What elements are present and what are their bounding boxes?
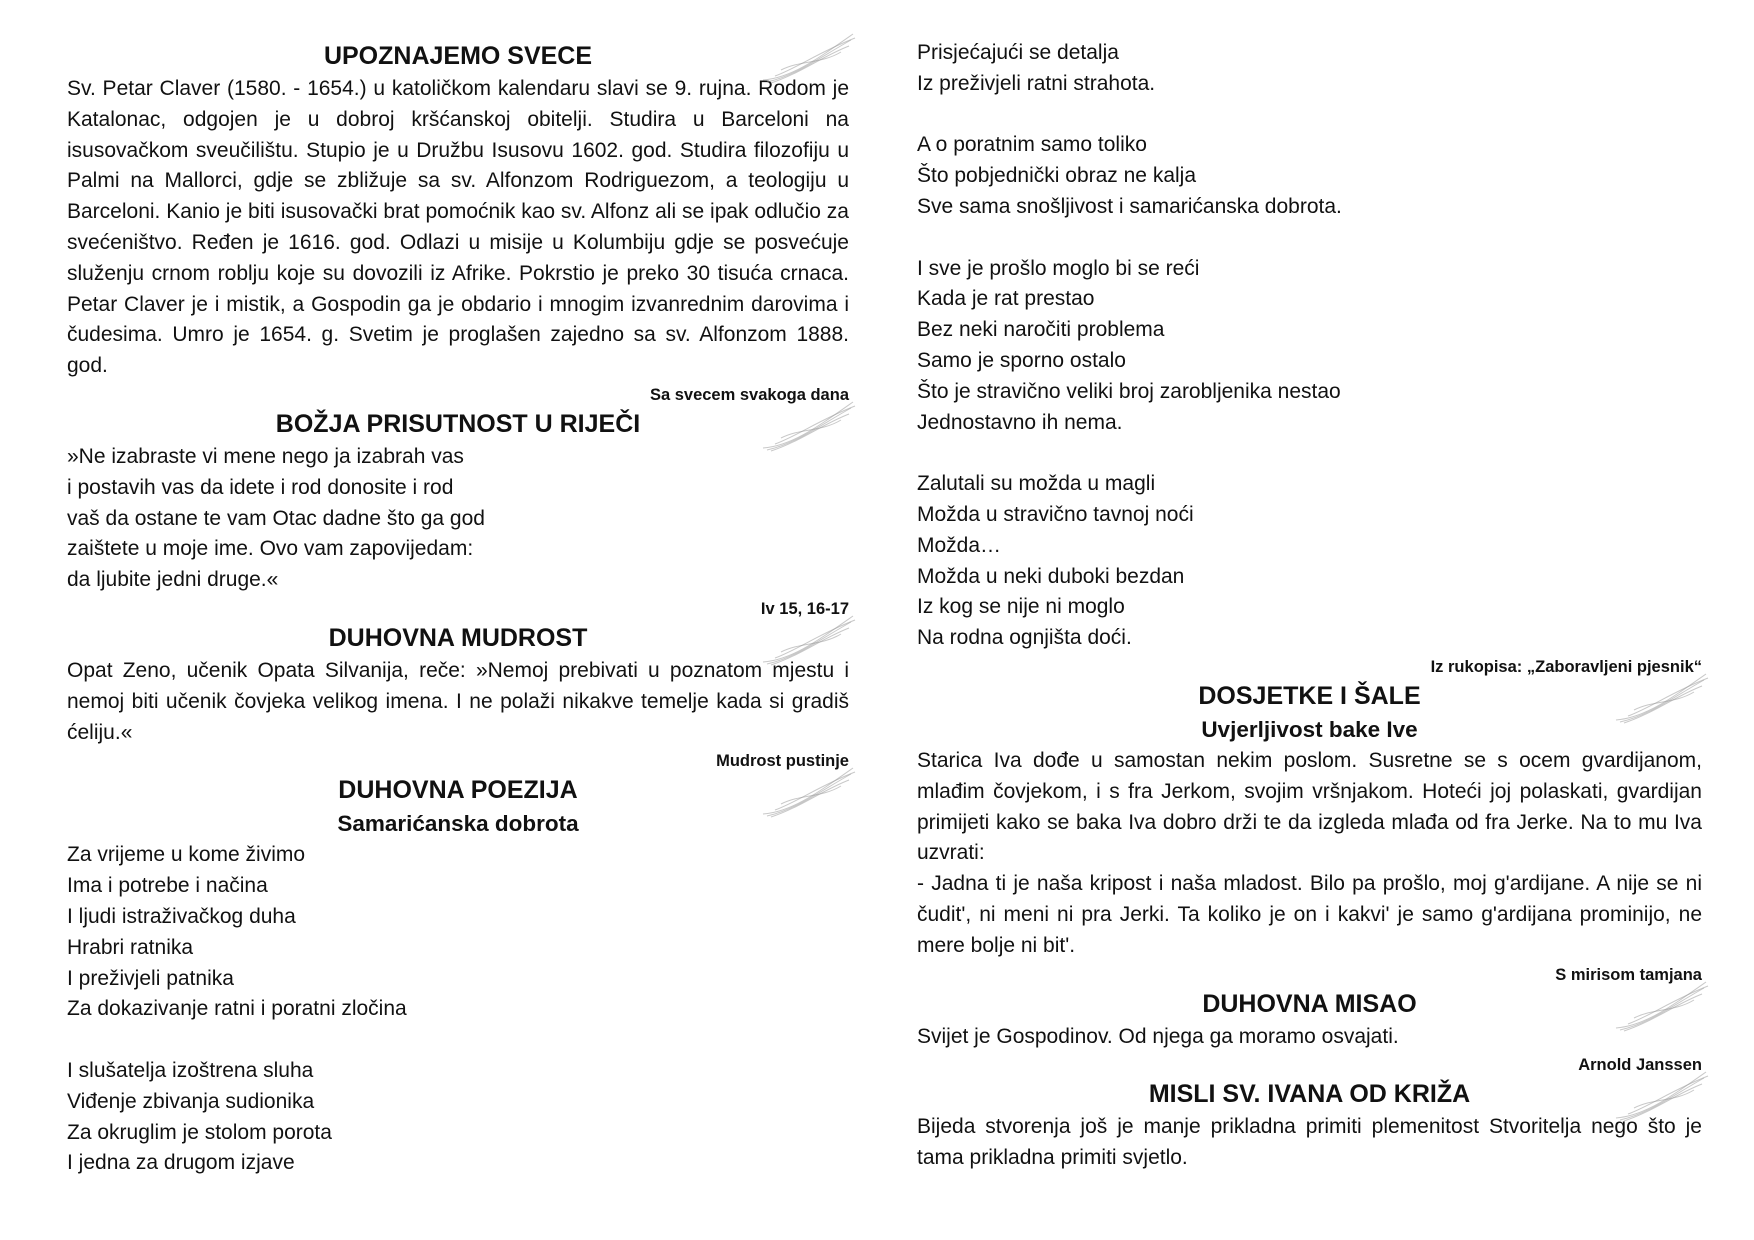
- right-column: [917, 38, 1702, 1174]
- section-title: DUHOVNA MISAO: [1202, 989, 1417, 1018]
- quote-line: i postavih vas da idete i rod donosite i rod: [67, 475, 454, 499]
- poem-line: Samo je sporno ostalo: [917, 348, 1126, 372]
- saint-thought-text: Bijeda stvorenja još je manje prikladna primiti plemenitost Stvoritelja nego što je tama prikladna primiti svjetlo.: [917, 1115, 1702, 1170]
- poem-line: Viđenje zbivanja sudionika: [67, 1089, 315, 1113]
- poem-line: Kada je rat prestao: [917, 287, 1095, 311]
- poem-line: Možda…: [917, 533, 1002, 557]
- section-title: DUHOVNA POEZIJA: [338, 776, 578, 805]
- wisdom-text: Opat Zeno, učenik Opata Silvanija, reče: »Nemoj prebivati u poznatom mjestu i nemoj biti učenik čovjeka velikog imena. I ne polaži nikakve temelje kada si gradiš ćeliju.«: [67, 658, 849, 744]
- section-title: DOSJETKE I ŠALE: [1198, 681, 1421, 710]
- poem-line: Što je stravično veliki broj zarobljenika nestao: [917, 379, 1341, 403]
- quote-line: »Ne izabraste vi mene nego ja izabrah vas: [67, 444, 464, 468]
- poem-line: Na rodna ognjišta doći.: [917, 626, 1132, 650]
- section-upoznajemo-svece: [67, 38, 849, 74]
- anecdote-text: Starica Iva dođe u samostan nekim poslom. Susretne se s ocem gvardijanom, mlađim čovjekom, i s fra Jerkom, svojim vršnjakom. Hoteći joj polaskati, gvardijan primijeti kako se baka Iva dobro drži te da izgleda mlađa od fra Jerke. Na to mu Iva uzvrati:: [917, 748, 1702, 865]
- quote-line: zaištete u moje ime. Ovo vam zapovijedam:: [67, 537, 474, 561]
- poem-line: Sve sama snošljivost i samarićanska dobrota.: [917, 194, 1342, 218]
- section-source: Sa svecem svakoga dana: [649, 385, 849, 404]
- smoke-swirl-decoration: [1614, 978, 1710, 1034]
- section-source: Iv 15, 16-17: [760, 599, 849, 618]
- poem-line: Iz preživjeli ratni strahota.: [917, 71, 1156, 95]
- poem-continuation: [917, 38, 1702, 654]
- poem-line: A o poratnim samo toliko: [917, 133, 1147, 157]
- poem-line: Možda u neki duboki bezdan: [917, 564, 1185, 588]
- section-title: BOŽJA PRISUTNOST U RIJEČI: [275, 409, 641, 438]
- stanza-break: [67, 1025, 849, 1056]
- section-title: MISLI SV. IVANA OD KRIŽA: [1148, 1080, 1471, 1109]
- stanza-break: [917, 223, 1702, 254]
- poem-line: I preživjeli patnika: [67, 966, 234, 990]
- left-column: [67, 38, 849, 1179]
- poem-title: Samarićanska dobrota: [337, 811, 579, 837]
- poem-line: I ljudi istraživačkog duha: [67, 904, 296, 928]
- smoke-swirl-decoration: [761, 398, 857, 454]
- poem-line: Iz kog se nije ni moglo: [917, 595, 1125, 619]
- thought-text: Svijet je Gospodinov. Od njega ga moramo osvajati.: [917, 1024, 1399, 1048]
- poem-line: Jednostavno ih nema.: [917, 410, 1123, 434]
- poem-line: I sve je prošlo moglo bi se reći: [917, 256, 1200, 280]
- smoke-swirl-decoration: [761, 612, 857, 668]
- section-duhovna-poezija: [67, 772, 849, 808]
- section-duhovna-misao: [917, 986, 1702, 1022]
- quote-line: da ljubite jedni druge.«: [67, 568, 279, 592]
- quote-line: vaš da ostane te vam Otac dadne što ga god: [67, 506, 485, 530]
- section-misli-sv-ivana: [917, 1076, 1702, 1112]
- smoke-swirl-decoration: [1614, 670, 1710, 726]
- section-dosjetke-i-sale: [917, 678, 1702, 714]
- poem-line: Za okruglim je stolom porota: [67, 1120, 332, 1144]
- poem-line: Ima i potrebe i načina: [67, 874, 268, 898]
- poem-line: Bez neki naročiti problema: [917, 318, 1165, 342]
- poem-line: I jedna za drugom izjave: [67, 1151, 295, 1175]
- section-source: Mudrost pustinje: [716, 752, 849, 771]
- smoke-swirl-decoration: [1614, 1068, 1710, 1124]
- smoke-swirl-decoration: [761, 30, 857, 86]
- section-source: Arnold Janssen: [1578, 1056, 1702, 1075]
- saint-biography-text: Sv. Petar Claver (1580. - 1654.) u katoličkom kalendaru slavi se 9. rujna. Rodom je Katalonac, odgojen je u dobroj kršćanskoj obitelji. Studira u Barceloni na isusovačkom sveučilištu. Stupio je u Družbu Isusovu 1602. god. Studira filozofiju u Palmi na Mallorci, gdje se zbližuje sa sv. Alfonzom Rodriguezom, a teologiju u Barceloni. Kanio je biti isusovački brat pomoćnik kao sv. Alfonz ali se ipak odlučio za svećeništvo. Ređen je 1616. god. Odlazi u misije u Kolumbiju gdje se posvećuje služenju crnom roblju koje su dovozili iz Afrike. Pokrstio je preko 30 tisuća crnaca. Petar Claver je i mistik, a Gospodin ga je obdario i mnogim izvanrednim darovima i čudesima. Umro je 1654. g. Svetim je proglašen zajedno sa sv. Alfonzom 1888. god.: [67, 77, 849, 378]
- section-source: Iz rukopisa: „Zaboravljeni pjesnik“: [1430, 657, 1702, 676]
- poem-line: Što pobjednički obraz ne kalja: [917, 164, 1197, 188]
- section-bozja-prisutnost: [67, 406, 849, 442]
- section-title: UPOZNAJEMO SVECE: [323, 42, 593, 70]
- poem-line: I slušatelja izoštrena sluha: [67, 1058, 314, 1082]
- poem-line: Hrabri ratnika: [67, 935, 194, 959]
- poem-line: Prisjećajući se detalja: [917, 41, 1119, 64]
- anecdote-reply: - Jadna ti je naša kripost i naša mladost. Bilo pa prošlo, moj g'ardijane. A nije se ni čudit', ni meni ni pra Jerki. Ta koliko je on i kakvi' je samo g'ardijana prominijo, ne mere bolje ni bit'.: [917, 872, 1702, 957]
- section-duhovna-mudrost: [67, 620, 849, 656]
- stanza-break: [917, 438, 1702, 469]
- anecdote-title: Uvjerljivost bake Ive: [1201, 716, 1418, 742]
- poem-line: Za dokazivanje ratni i poratni zločina: [67, 997, 407, 1021]
- section-title: DUHOVNA MUDROST: [328, 623, 588, 652]
- poem-line: Možda u stravično tavnoj noći: [917, 502, 1194, 526]
- section-source: S mirisom tamjana: [1555, 965, 1702, 984]
- scripture-quote: [67, 442, 849, 596]
- poem-line: Zalutali su možda u magli: [917, 472, 1156, 496]
- stanza-break: [917, 100, 1702, 131]
- poem-stanzas: [67, 840, 849, 1179]
- poem-line: Za vrijeme u kome živimo: [67, 843, 306, 867]
- smoke-swirl-decoration: [761, 764, 857, 820]
